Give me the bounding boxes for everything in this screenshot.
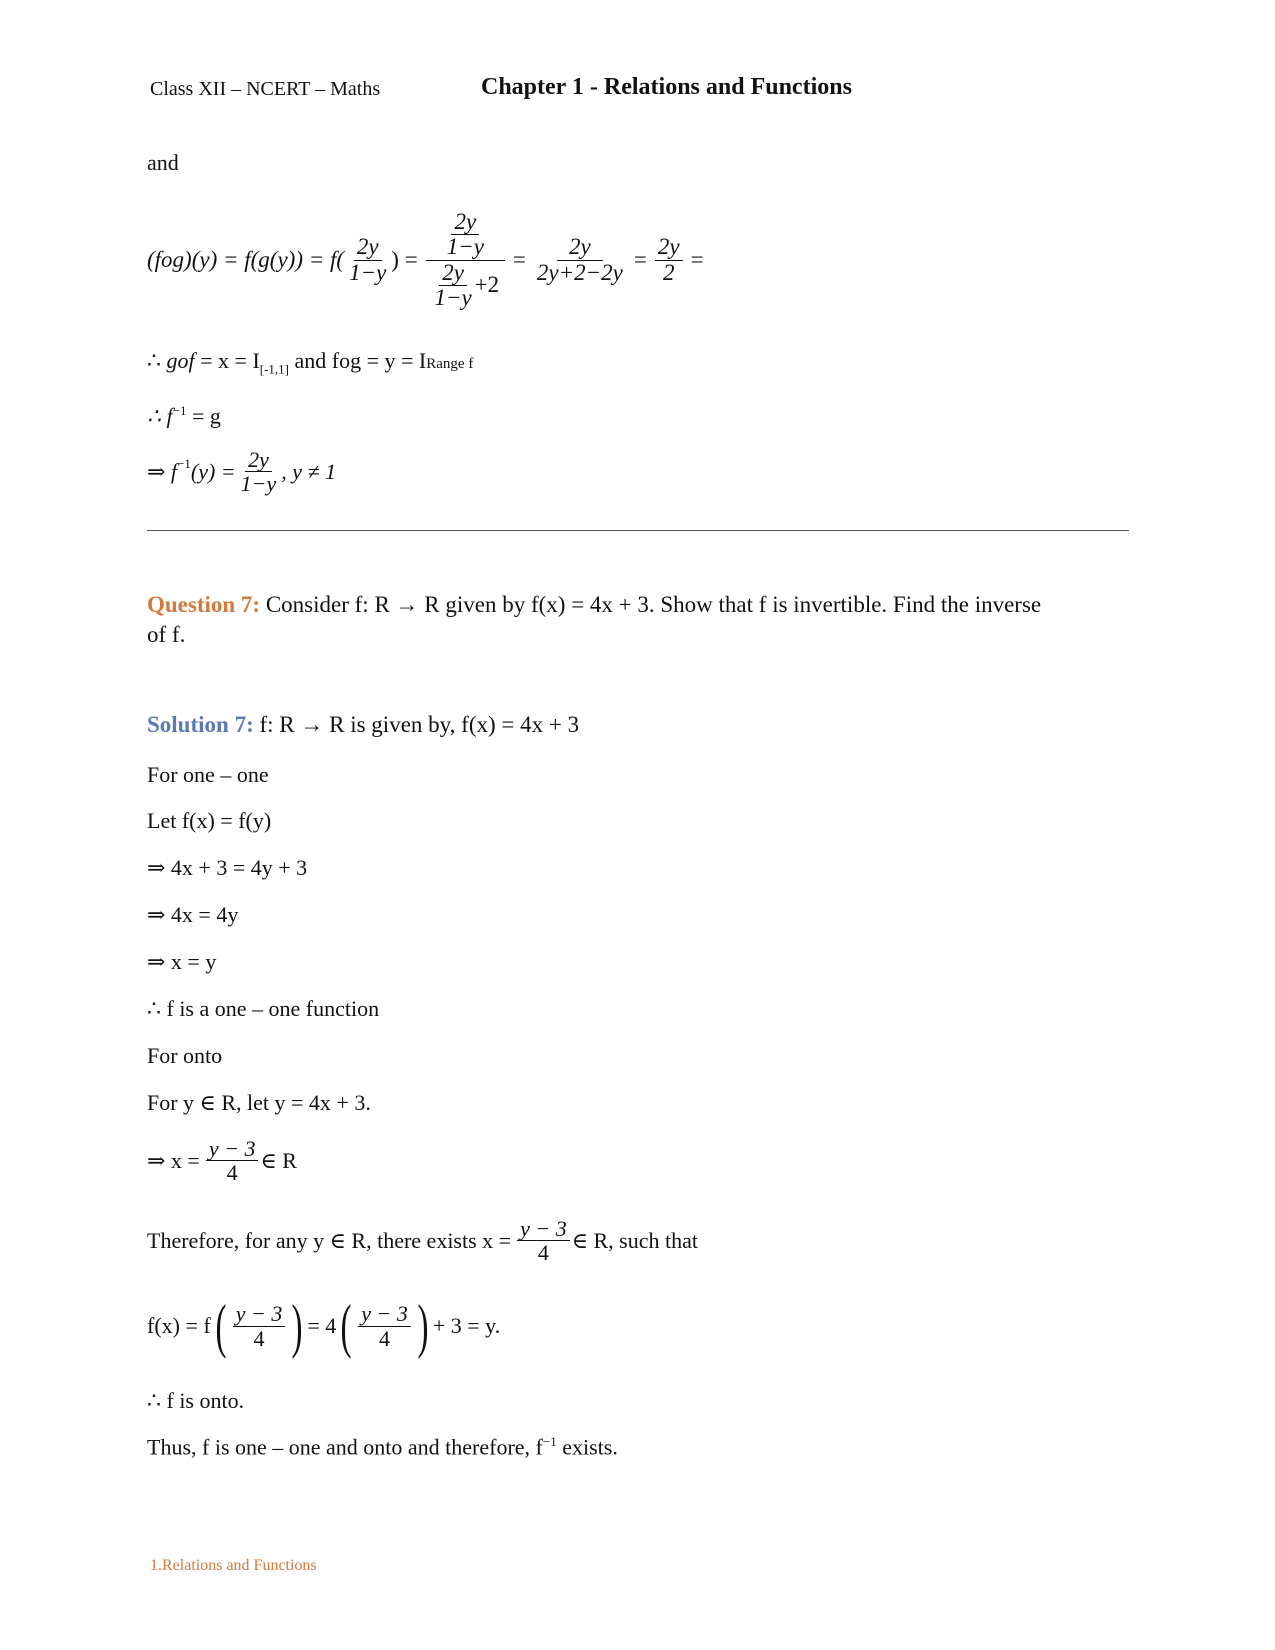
solution-line: ⇒ 4x + 3 = 4y + 3 — [147, 855, 308, 880]
solution-line: Let f(x) = f(y) — [147, 808, 272, 833]
fog-eq-3: = — [690, 247, 704, 272]
solution-line: ⇒ 4x = 4y — [147, 902, 239, 927]
fog-close: ) = — [391, 247, 418, 272]
question-label: Question 7: — [147, 592, 261, 617]
final-conclusion: Thus, f is one – one and onto and therefore, $f^{-1}$ exists. — [147, 1434, 618, 1460]
footer-chapter: 1.Relations and Functions — [150, 1557, 317, 1574]
fog-eq-1: = — [512, 247, 526, 272]
and-text: and — [147, 150, 179, 175]
solution-line: For one – one — [147, 762, 269, 787]
finv-line: ∴ $f^{-1} = g$ — [147, 403, 221, 429]
solution-line: ∴ f is a one – one function — [147, 996, 380, 1021]
fx-verification: f(x) = f ( $\frac{y - 3}{4}$ ) = 4 ( $\frac{y - 3}{4}$ ) + 3 = y. — [147, 1293, 501, 1359]
fog-last-fraction: $\frac{2y}{2}$ — [655, 235, 683, 284]
header-class-label: Class XII – NCERT – Maths — [150, 78, 381, 100]
question-line-2: of f. — [147, 622, 186, 647]
fog-inner-fraction: $\frac{2y}{1-y}$ — [349, 234, 387, 285]
fog-compound-fraction: $\frac{2y}{1-y}$ $\frac{2y}{1-y}$ +2 — [426, 210, 505, 310]
header-chapter-title: Chapter 1 - Relations and Functions — [481, 74, 852, 100]
solution-label: Solution 7: — [147, 712, 254, 737]
fog-mid-fraction: $\frac{2y}{2y+2-2y}$ — [536, 234, 623, 285]
fog-lhs: (fog)(y) = f(g(y)) = f( — [147, 247, 345, 272]
solution-line: ⇒ x = y — [147, 949, 217, 974]
x-formula: ⇒ x = $\frac{y - 3}{4}$ ∈ R — [147, 1136, 297, 1186]
solution-line: For y ∈ R, let y = 4x + 3. — [147, 1090, 371, 1115]
onto-conclusion: ∴ f is onto. — [147, 1388, 245, 1413]
finv-formula: ⇒ f $^{-1}$ (y) = $\frac{2y}{1-y}$ , y ≠ 1 — [147, 447, 337, 497]
solution-intro: Solution 7: f: R → R is given by, f(x) = 4x + 3 — [147, 712, 580, 737]
section-divider — [147, 530, 1129, 531]
fog-equation — [147, 195, 704, 325]
gof-line: ∴ gof = $x = I_{[-1,1]}$ and fog = y = IRange f — [147, 348, 474, 377]
therefore-line: Therefore, for any y ∈ R, there exists x = $\frac{y - 3}{4}$ ∈ R, such that — [147, 1216, 698, 1266]
question-line-1: Question 7: Consider f: R → R given by f(x) = 4x + 3. Show that f is invertible. Find the inverse — [147, 592, 1042, 617]
solution-line: For onto — [147, 1043, 223, 1068]
fog-eq-2: = — [633, 247, 647, 272]
